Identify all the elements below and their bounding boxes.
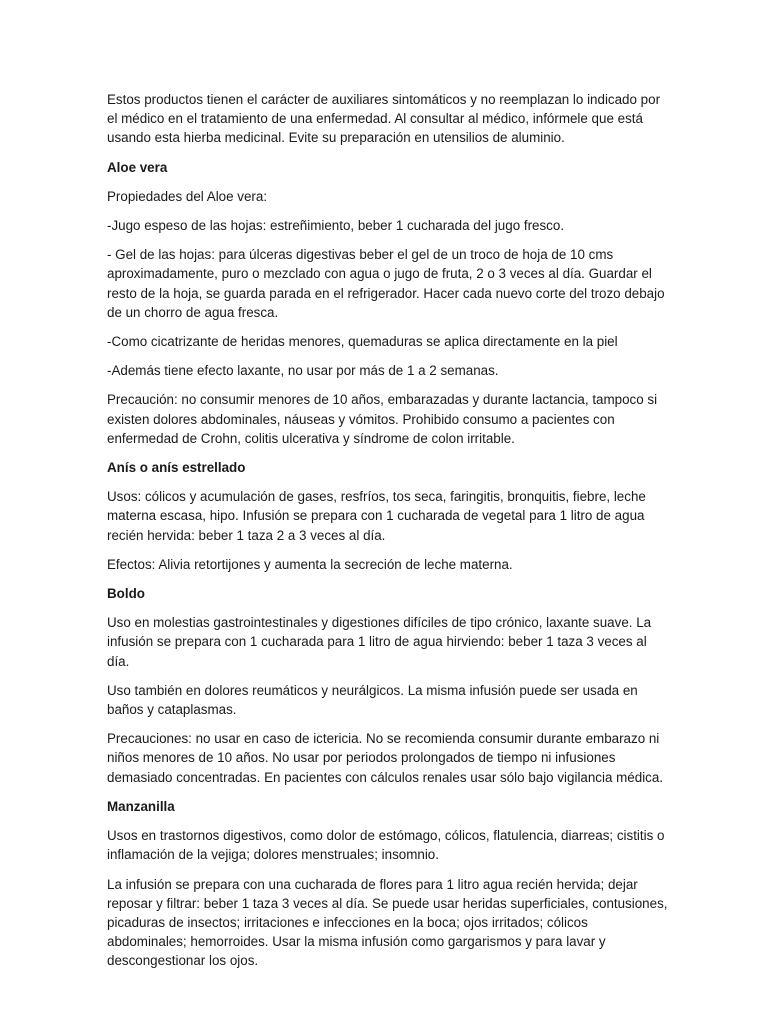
paragraph: Propiedades del Aloe vera: xyxy=(107,188,268,204)
section-heading-anis: Anís o anís estrellado xyxy=(107,460,246,476)
paragraph: Precauciones: no usar en caso de ictericia. No se recomienda consumir durante embarazo ni niños menores de 10 años. No usar por periodos prolongados de tiempo ni infusiones demasiado concentradas. En pacientes con cálculos renales usar sólo bajo vigilancia médica. xyxy=(107,731,664,785)
paragraph: Uso también en dolores reumáticos y neurálgicos. La misma infusión puede ser usada en baños y cataplasmas. xyxy=(107,682,638,718)
paragraph: Precaución: no consumir menores de 10 años, embarazadas y durante lactancia, tampoco si existen dolores abdominales, náuseas y vómitos. Prohibido consumo a pacientes con enfermedad de Crohn, colitis ulcerativa y síndrome de colon irritable. xyxy=(107,392,658,446)
paragraph: Usos en trastornos digestivos, como dolor de estómago, cólicos, flatulencia, diarreas; cistitis o inflamación de la vejiga; dolores menstruales; insomnio. xyxy=(107,828,665,863)
paragraph: Usos: cólicos y acumulación de gases, resfríos, tos seca, faringitis, bronquitis, fiebre, leche materna escasa, hipo. Infusión se prepara con 1 cucharada de vegetal para 1 litro de agua recién hervida: beber 1 taza 2 a 3 veces al día. xyxy=(107,489,646,543)
paragraph: -Como cicatrizante de heridas menores, quemaduras se aplica directamente en la piel xyxy=(107,334,618,350)
section-heading-manzanilla: Manzanilla xyxy=(107,798,175,814)
intro-paragraph: Estos productos tienen el carácter de auxiliares sintomáticos y no reemplazan lo indicado por el médico en el tratamiento de una enfermedad. Al consultar al médico, infórmele que está usando esta hierba medicinal. Evite su preparación en utensilios de aluminio. xyxy=(107,92,661,146)
section-heading-boldo: Boldo xyxy=(107,586,145,602)
paragraph: La infusión se prepara con una cucharada de flores para 1 litro agua recién hervida; dejar reposar y filtrar: beber 1 taza 3 veces al día. Se puede usar heridas superficiales, contusiones, picaduras de insectos; irritaciones e infecciones en la boca; ojos irritados; cólicos abdominales; hemorroides. Usar la misma infusión como gargarismos y para lavar y descongestionar los ojos. xyxy=(107,876,668,969)
section-heading-aloe-vera: Aloe vera xyxy=(107,159,168,175)
paragraph: Uso en molestias gastrointestinales y digestiones difíciles de tipo crónico, laxante suave. La infusión se prepara con 1 cucharada para 1 litro de agua hirviendo: beber 1 taza 3 veces al día. xyxy=(107,615,652,669)
paragraph: -Además tiene efecto laxante, no usar por más de 1 a 2 semanas. xyxy=(107,363,499,379)
paragraph: -Jugo espeso de las hojas: estreñimiento, beber 1 cucharada del jugo fresco. xyxy=(107,218,565,234)
paragraph: Efectos: Alivia retortijones y aumenta la secreción de leche materna. xyxy=(107,556,513,572)
paragraph: - Gel de las hojas: para úlceras digestivas beber el gel de un troco de hoja de 10 cms aproximadamente, puro o mezclado con agua o jugo de fruta, 2 o 3 veces al día. Guardar el resto de la hoja, se guarda parada en el refrigerador. Hacer cada nuevo corte del trozo debajo de un chorro de agua fresca. xyxy=(107,247,665,320)
